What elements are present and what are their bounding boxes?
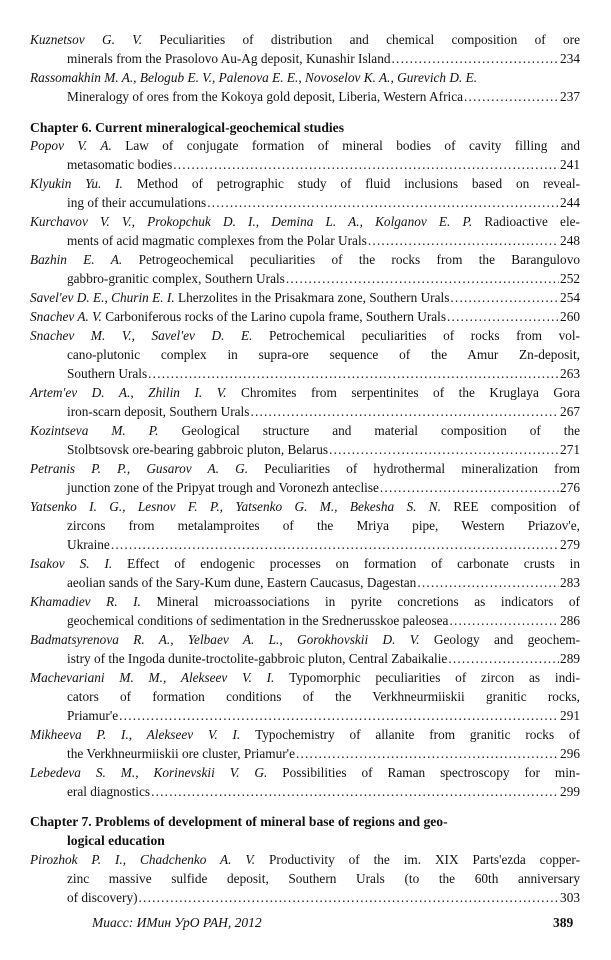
entry-title: zinc massive sulfide deposit, Southern Urals (to the 60th anniversary (67, 871, 580, 886)
entry-page: 279 (560, 537, 580, 552)
publisher-footer: Миасс: ИМин УрО РАН, 2012 (92, 915, 262, 930)
entry-line (30, 30, 580, 49)
entry-page: 303 (560, 890, 580, 905)
entry-page: 263 (560, 366, 580, 381)
entry-authors: Klyukin Yu. I. (30, 176, 123, 191)
dot-leader (380, 478, 559, 497)
entry-title: Mineral microassociations in pyrite concretions as indicators of (156, 594, 580, 609)
dot-leader (151, 782, 559, 801)
entry-line (30, 49, 580, 68)
entry-title: Peculiarities of distribution and chemical composition of ore (159, 32, 581, 47)
toc-entry (30, 421, 580, 459)
dot-leader (368, 231, 559, 250)
dot-leader (207, 193, 559, 212)
entry-title: Method of petrographic study of fluid inclusions based on reveal- (136, 176, 580, 191)
dot-leader (464, 87, 559, 106)
toc-entry (30, 307, 580, 326)
entry-line (30, 497, 580, 516)
toc-entry (30, 725, 580, 763)
chapter-title: logical education (67, 833, 165, 848)
entry-page: 241 (560, 157, 580, 172)
entry-title: Stolbtsovsk ore-bearing gabbroic pluton, Belarus (67, 442, 329, 457)
entry-line (30, 250, 580, 269)
entry-authors: Artem'ev D. A., Zhilin I. V. (30, 385, 227, 400)
chapter-heading (30, 812, 560, 850)
entry-title: Southern Urals (67, 366, 148, 381)
entry-line (30, 193, 580, 212)
entry-title: istry of the Ingoda dunite-troctolite-gabbroic pluton, Central Zabaikalie (67, 651, 448, 666)
entry-line (30, 744, 580, 763)
dot-leader (250, 402, 559, 421)
entry-line (30, 706, 580, 725)
entry-line (30, 888, 580, 907)
toc-entry (30, 136, 580, 174)
entry-authors: Snachev M. V., Savel'ev D. E. (30, 328, 253, 343)
entry-line (30, 573, 580, 592)
entry-line (30, 288, 580, 307)
dot-leader (392, 49, 560, 68)
entry-page: 289 (560, 651, 580, 666)
toc-entry (30, 174, 580, 212)
toc-entry (30, 763, 580, 801)
chapter-title: Chapter 6. Current mineralogical-geochemical studies (30, 120, 344, 135)
dot-leader (329, 440, 559, 459)
entry-line (30, 554, 580, 573)
dot-leader (449, 611, 559, 630)
entry-authors: Yatsenko I. G., Lesnov F. P., Yatsenko G. M., Bekesha S. N. (30, 499, 441, 514)
entry-title: Priamur'e (67, 708, 119, 723)
dot-leader (111, 535, 559, 554)
entry-title: Chromites from serpentinites of the Kruglaya Gora (241, 385, 580, 400)
entry-title: Productivity of the im. XIX Parts'ezda copper- (269, 852, 581, 867)
entry-authors: Machevariani M. M., Alekseev V. I. (30, 670, 275, 685)
entry-title: Geology and geochem- (433, 632, 581, 647)
entry-authors: Mikheeva P. I., Alekseev V. I. (30, 727, 241, 742)
entry-title: cators of formation conditions of the Verkhneurmiiskii granitic rocks, (67, 689, 580, 704)
entry-title: Law of conjugate formation of mineral bodies of cavity filling and (125, 138, 580, 153)
dot-leader (119, 706, 559, 725)
entry-page: 291 (560, 708, 580, 723)
toc-entry (30, 592, 580, 630)
entry-page: 276 (560, 480, 580, 495)
entry-line (30, 725, 580, 744)
toc-entry (30, 459, 580, 497)
entry-title: Mineralogy of ores from the Kokoya gold deposit, Liberia, Western Africa (67, 89, 464, 104)
entry-authors: Petranis P. P., Gusarov A. G. (30, 461, 249, 476)
entry-title: Carboniferous rocks of the Larino cupola frame, Southern Urals (105, 309, 447, 324)
entry-title: ments of acid magmatic complexes from the Polar Urals (67, 233, 367, 248)
entry-line (30, 611, 580, 630)
entry-page: 248 (560, 233, 580, 248)
toc-entry (30, 326, 580, 383)
entry-page: 286 (560, 613, 580, 628)
entry-title: REE composition of (453, 499, 580, 514)
entry-line (30, 535, 580, 554)
entry-title: Petrogeochemical peculiarities of the rocks from the Barangulovo (138, 252, 580, 267)
chapter-heading (30, 118, 560, 137)
entry-title: junction zone of the Pripyat trough and Voronezh anteclise (67, 480, 379, 495)
entry-authors: Popov V. A. (30, 138, 112, 153)
toc-entry (30, 30, 580, 68)
entry-title: Ukraine (67, 537, 110, 552)
entry-title: Effect of endogenic processes on formation of carbonate crusts in (127, 556, 580, 571)
entry-title: minerals from the Prasolovo Au-Ag deposit, Kunashir Island (67, 51, 391, 66)
dot-leader (148, 364, 559, 383)
entry-title: ing of their accumulations (67, 195, 207, 210)
entry-line (30, 668, 580, 687)
entry-title: Typomorphic peculiarities of zircon as indi- (289, 670, 581, 685)
toc-entry (30, 250, 580, 288)
toc-entry (30, 68, 580, 106)
entry-title: Possibilities of Raman spectroscopy for min- (282, 765, 580, 780)
entry-line (30, 869, 580, 888)
entry-authors: Kozintseva M. P. (30, 423, 159, 438)
entry-line (30, 402, 580, 421)
entry-authors: Rassomakhin M. A., Belogub E. V., Palenova E. E., Novoselov K. A., Gurevich D. E. (30, 70, 478, 85)
entry-title: Lherzolites in the Prisakmara zone, Southern Urals (177, 290, 450, 305)
entry-line (30, 516, 580, 535)
entry-line (30, 383, 580, 402)
dot-leader (447, 307, 559, 326)
entry-page: 267 (560, 404, 580, 419)
entry-title: Radioactive ele- (484, 214, 580, 229)
entry-line (30, 307, 580, 326)
toc-entry (30, 497, 580, 554)
entry-page: 296 (560, 746, 580, 761)
dot-leader (286, 269, 559, 288)
entry-title: Geological structure and material composition of the (181, 423, 580, 438)
entry-page: 234 (560, 51, 580, 66)
entry-line (30, 763, 580, 782)
entry-page: 244 (560, 195, 580, 210)
toc-entry (30, 554, 580, 592)
entry-title: cano-plutonic complex in supra-ore sequence of the Amur Zn-deposit, (67, 347, 580, 362)
entry-line (30, 782, 580, 801)
toc-entry (30, 668, 580, 725)
entry-title: aeolian sands of the Sary-Kum dune, Eastern Caucasus, Dagestan (67, 575, 417, 590)
entry-title: geochemical conditions of sedimentation in the Srednerusskoe paleosea (67, 613, 449, 628)
entry-line (30, 87, 580, 106)
entry-authors: Khamadiev R. I. (30, 594, 141, 609)
toc-entry (30, 850, 580, 907)
entry-line (30, 850, 580, 869)
entry-title: metasomatic bodies (67, 157, 173, 172)
entry-title: gabbro-granitic complex, Southern Urals (67, 271, 285, 286)
entry-title: of discovery) (67, 890, 138, 905)
entry-title: Peculiarities of hydrothermal mineralization from (264, 461, 581, 476)
dot-leader (417, 573, 559, 592)
dot-leader (450, 288, 559, 307)
entry-page: 271 (560, 442, 580, 457)
entry-line (30, 592, 580, 611)
entry-line (30, 630, 580, 649)
entry-authors: Pirozhok P. I., Chadchenko A. V. (30, 852, 256, 867)
entry-line (30, 174, 580, 193)
entry-line (30, 478, 580, 497)
entry-line (30, 459, 580, 478)
entry-title: iron-scarn deposit, Southern Urals (67, 404, 250, 419)
entry-authors: Snachev A. V. (30, 309, 102, 324)
entry-authors: Isakov S. I. (30, 556, 113, 571)
entry-authors: Kuznetsov G. V. (30, 32, 143, 47)
entry-line (30, 345, 580, 364)
entry-line (30, 687, 580, 706)
dot-leader (296, 744, 559, 763)
entry-line (30, 231, 580, 250)
entry-authors: Lebedeva S. M., Korinevskii V. G. (30, 765, 268, 780)
entry-title: Typochemistry of allanite from granitic rocks of (255, 727, 580, 742)
entry-line (30, 421, 580, 440)
entry-line (30, 364, 580, 383)
entry-page: 252 (560, 271, 580, 286)
entry-line (30, 326, 580, 345)
entry-authors: Kurchavov V. V., Prokopchuk D. I., Demina L. A., Kolganov E. P. (30, 214, 473, 229)
entry-authors: Badmatsyrenova R. A., Yelbaev A. L., Gorokhovskii D. V. (30, 632, 420, 647)
entry-line (30, 136, 580, 155)
entry-title: Petrochemical peculiarities of rocks from vol- (268, 328, 580, 343)
dot-leader (173, 155, 559, 174)
entry-authors: Savel'ev D. E., Churin E. I. (30, 290, 175, 305)
toc-entry (30, 288, 580, 307)
entry-line (30, 212, 580, 231)
chapter-title: Chapter 7. Problems of development of mineral base of regions and geo- (30, 814, 448, 829)
entry-line (30, 155, 580, 174)
entry-title: zircons from metalamproites of the Mriya pipe, Western Priazov'e, (67, 518, 580, 533)
dot-leader (139, 888, 560, 907)
entry-page: 260 (560, 309, 580, 324)
entry-line (30, 649, 580, 668)
entry-authors: Bazhin E. A. (30, 252, 123, 267)
entry-line (30, 440, 580, 459)
dot-leader (448, 649, 559, 668)
toc-entry (30, 383, 580, 421)
toc-entry (30, 212, 580, 250)
toc-entry (30, 630, 580, 668)
entry-page: 283 (560, 575, 580, 590)
entry-page: 299 (560, 784, 580, 799)
entry-page: 254 (560, 290, 580, 305)
entry-title: the Verkhneurmiiskii ore cluster, Priamur'e (67, 746, 295, 761)
entry-page: 237 (560, 89, 580, 104)
entry-title: eral diagnostics (67, 784, 151, 799)
entry-line (30, 68, 580, 87)
page-number: 389 (553, 915, 574, 930)
entry-line (30, 269, 580, 288)
